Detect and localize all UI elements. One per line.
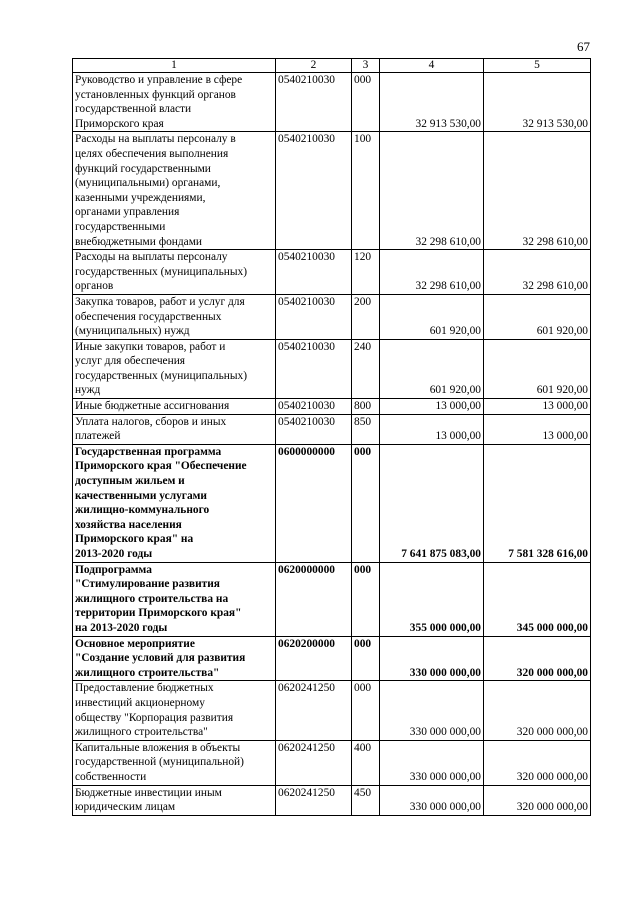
row-name-line: жилищного строительства"	[75, 726, 208, 739]
row-name-line: Подпрограмма	[75, 563, 152, 576]
row-amount-5-cell: 7 581 328 616,00	[484, 444, 591, 562]
column-header-2: 2	[276, 59, 352, 73]
row-type-cell: 240	[352, 339, 380, 398]
row-name-line: внебюджетными фондами	[75, 235, 203, 248]
table-row	[73, 250, 591, 295]
row-type-cell: 200	[352, 294, 380, 339]
row-amount-5-cell: 320 000 000,00	[484, 681, 591, 740]
row-name-line: Руководство и управление в сфере	[75, 74, 243, 86]
row-name-cell	[73, 681, 276, 740]
row-name-line: установленных функций органов	[75, 88, 236, 101]
row-amount-5-cell: 320 000 000,00	[484, 785, 591, 815]
row-name-cell	[73, 339, 276, 398]
row-code-cell: 0600000000	[276, 444, 352, 562]
row-amount-5-cell: 601 920,00	[484, 294, 591, 339]
row-amount-5-cell: 13 000,00	[484, 414, 591, 444]
table-row	[73, 681, 591, 740]
row-name-line: Закупка товаров, работ и услуг для	[75, 295, 245, 308]
table-row	[73, 636, 591, 681]
row-amount-4-cell: 355 000 000,00	[380, 562, 484, 636]
row-amount-4-cell: 7 641 875 083,00	[380, 444, 484, 562]
row-name-line: целях обеспечения выполнения	[75, 147, 229, 160]
table-row	[73, 294, 591, 339]
row-name-line: на 2013-2020 годы	[75, 621, 168, 634]
table-row	[73, 399, 591, 415]
row-name-line: Иные закупки товаров, работ и	[75, 340, 226, 353]
row-name-line: жилищного строительства"	[75, 666, 220, 679]
row-amount-4-cell: 32 913 530,00	[380, 73, 484, 132]
row-code-cell: 0620200000	[276, 636, 352, 681]
row-name-line: функций государственными	[75, 162, 211, 175]
row-type-cell: 450	[352, 785, 380, 815]
row-name-line: качественными услугами	[75, 489, 207, 502]
row-name-cell	[73, 73, 276, 132]
row-name-cell	[73, 785, 276, 815]
row-name-line: государственными	[75, 220, 166, 233]
column-header-5: 5	[484, 59, 591, 73]
row-name-line: Уплата налогов, сборов и иных	[75, 415, 227, 428]
row-amount-4-cell: 601 920,00	[380, 294, 484, 339]
row-name-line: жилищного строительства на	[75, 592, 229, 605]
row-code-cell: 0540210030	[276, 73, 352, 132]
row-name-line: Иные бюджетные ассигнования	[75, 400, 230, 413]
row-name-line: жилищно-коммунального	[75, 504, 210, 517]
budget-table-body	[73, 59, 591, 816]
column-header-1: 1	[73, 59, 276, 73]
row-code-cell: 0620000000	[276, 562, 352, 636]
table-row	[73, 562, 591, 636]
table-row	[73, 740, 591, 785]
row-name-line: хозяйства населения	[75, 518, 182, 531]
page-number: 67	[577, 39, 590, 54]
table-row	[73, 785, 591, 815]
budget-table	[72, 58, 591, 816]
row-amount-4-cell: 13 000,00	[380, 399, 484, 415]
row-name-line: Бюджетные инвестиции иным	[75, 786, 222, 799]
row-type-cell: 000	[352, 562, 380, 636]
row-type-cell: 000	[352, 636, 380, 681]
row-name-line: казенными учреждениями,	[75, 191, 206, 204]
row-name-cell	[73, 740, 276, 785]
row-name-line: государственной (муниципальной)	[75, 756, 244, 769]
row-type-cell: 000	[352, 73, 380, 132]
row-name-cell	[73, 399, 276, 415]
row-name-line: "Создание условий для развития	[75, 652, 246, 665]
row-name-line: 2013-2020 годы	[75, 548, 153, 560]
row-name-line: обеспечения государственных	[75, 310, 222, 323]
row-name-line: услуг для обеспечения	[75, 355, 186, 368]
row-amount-5-cell: 320 000 000,00	[484, 636, 591, 681]
row-code-cell: 0620241250	[276, 785, 352, 815]
row-amount-4-cell: 330 000 000,00	[380, 636, 484, 681]
row-code-cell: 0540210030	[276, 414, 352, 444]
row-name-line: Приморского края	[75, 117, 164, 130]
row-code-cell: 0620241250	[276, 740, 352, 785]
row-code-cell: 0540210030	[276, 339, 352, 398]
row-name-line: Основное мероприятие	[75, 637, 195, 650]
row-name-line: Приморского края "Обеспечение	[75, 460, 247, 473]
row-amount-4-cell: 32 298 610,00	[380, 132, 484, 250]
row-type-cell: 120	[352, 250, 380, 295]
row-name-cell	[73, 636, 276, 681]
row-amount-4-cell: 330 000 000,00	[380, 740, 484, 785]
row-name-line: Расходы на выплаты персоналу в	[75, 133, 236, 146]
row-amount-4-cell: 330 000 000,00	[380, 785, 484, 815]
row-type-cell: 000	[352, 681, 380, 740]
row-amount-4-cell: 32 298 610,00	[380, 250, 484, 295]
row-type-cell: 000	[352, 444, 380, 562]
row-name-line: Приморского края" на	[75, 533, 194, 546]
row-name-line: органами управления	[75, 206, 180, 219]
row-code-cell: 0540210030	[276, 399, 352, 415]
row-name-line: Предоставление бюджетных	[75, 682, 214, 695]
row-name-line: Капитальные вложения в объекты	[75, 741, 241, 754]
row-code-cell: 0540210030	[276, 250, 352, 295]
row-amount-5-cell: 13 000,00	[484, 399, 591, 415]
row-name-line: Государственная программа	[75, 445, 222, 458]
table-row	[73, 444, 591, 562]
row-amount-5-cell: 601 920,00	[484, 339, 591, 398]
row-type-cell: 100	[352, 132, 380, 250]
row-name-line: (муниципальными) органами,	[75, 177, 221, 190]
row-amount-4-cell: 601 920,00	[380, 339, 484, 398]
row-amount-5-cell: 32 298 610,00	[484, 250, 591, 295]
row-type-cell: 850	[352, 414, 380, 444]
row-amount-4-cell: 330 000 000,00	[380, 681, 484, 740]
row-name-cell	[73, 294, 276, 339]
row-name-line: нужд	[75, 384, 101, 397]
row-name-line: государственных (муниципальных)	[75, 265, 248, 278]
row-name-line: юридическим лицам	[75, 801, 176, 814]
row-name-line: (муниципальных) нужд	[75, 325, 190, 338]
row-name-line: Расходы на выплаты персоналу	[75, 251, 228, 264]
row-code-cell: 0540210030	[276, 294, 352, 339]
row-name-line: платежей	[75, 430, 121, 443]
row-name-line: органов	[75, 280, 114, 293]
row-type-cell: 800	[352, 399, 380, 415]
row-type-cell: 400	[352, 740, 380, 785]
row-name-cell	[73, 414, 276, 444]
row-name-cell	[73, 132, 276, 250]
row-name-line: территории Приморского края"	[75, 607, 242, 620]
row-name-line: "Стимулирование развития	[75, 578, 220, 591]
row-amount-5-cell: 345 000 000,00	[484, 562, 591, 636]
table-row	[73, 414, 591, 444]
column-header-4: 4	[380, 59, 484, 73]
column-header-row	[73, 59, 591, 73]
row-name-line: инвестиций акционерному	[75, 696, 205, 709]
row-amount-5-cell: 32 298 610,00	[484, 132, 591, 250]
row-name-line: обществу "Корпорация развития	[75, 711, 234, 724]
row-amount-5-cell: 320 000 000,00	[484, 740, 591, 785]
row-name-line: доступным жильем и	[75, 475, 185, 488]
row-name-line: государственной власти	[75, 103, 192, 116]
table-row	[73, 132, 591, 250]
row-code-cell: 0540210030	[276, 132, 352, 250]
table-row	[73, 339, 591, 398]
row-name-line: государственных (муниципальных)	[75, 369, 248, 382]
row-name-cell	[73, 444, 276, 562]
row-name-line: собственности	[75, 770, 147, 783]
row-name-cell	[73, 250, 276, 295]
row-amount-4-cell: 13 000,00	[380, 414, 484, 444]
column-header-3: 3	[352, 59, 380, 73]
row-code-cell: 0620241250	[276, 681, 352, 740]
row-name-cell	[73, 562, 276, 636]
row-amount-5-cell: 32 913 530,00	[484, 73, 591, 132]
table-row	[73, 73, 591, 132]
